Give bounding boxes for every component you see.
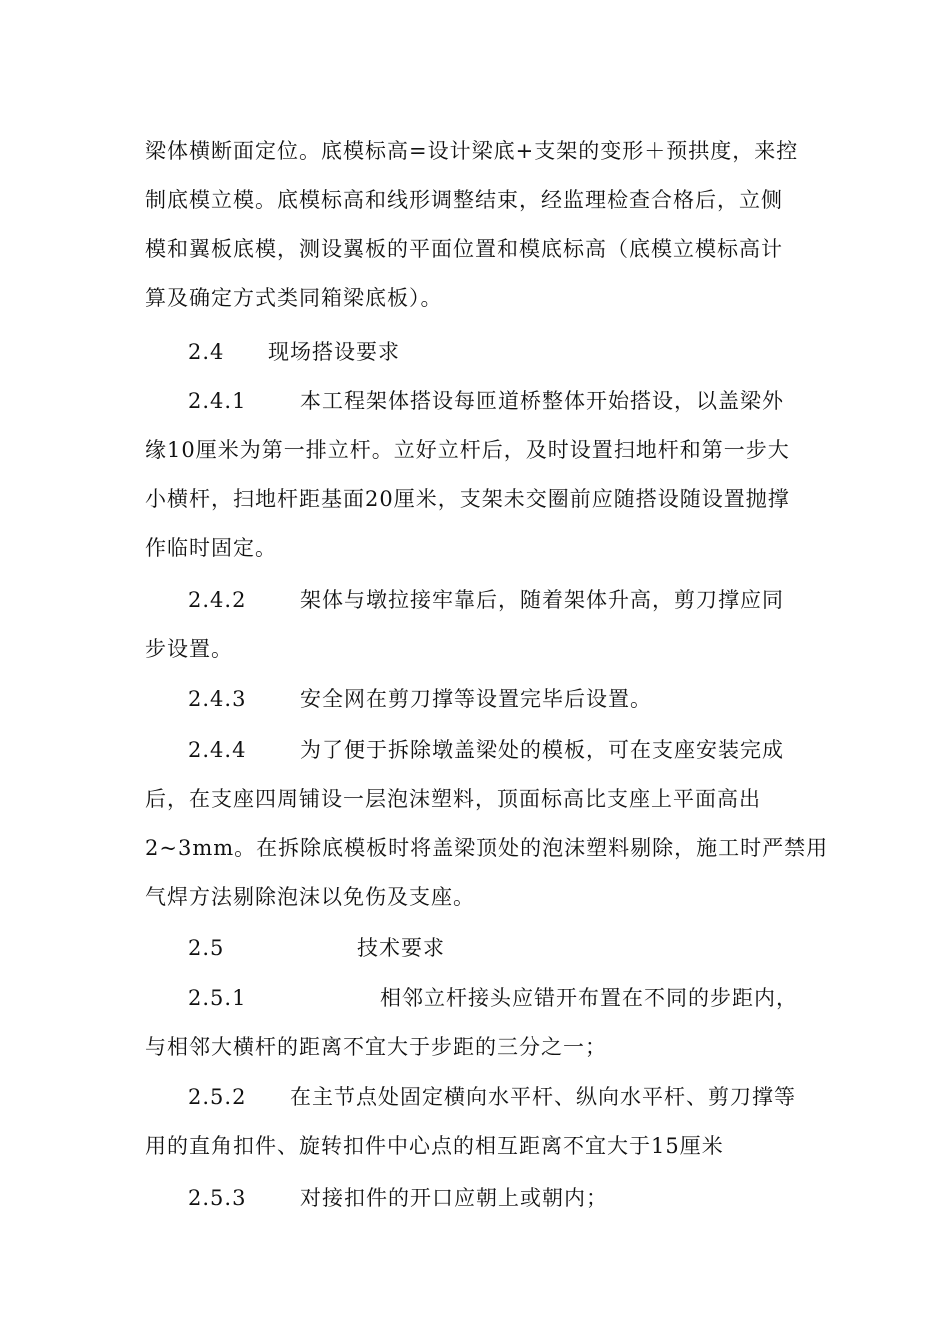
clause-number: 2.4.2 <box>188 588 247 612</box>
clause-number: 2.5.1 <box>188 986 247 1010</box>
clause-text: 对接扣件的开口应朝上或朝内； <box>300 1186 608 1210</box>
section-number: 2.4 <box>188 340 225 364</box>
paragraph-line: 制底模立模。底模标高和线形调整结束，经监理检查合格后，立侧 <box>145 188 783 212</box>
clause-number: 2.4.4 <box>188 738 247 762</box>
paragraph-line: 模和翼板底模，测设翼板的平面位置和模底标高（底模立模标高计 <box>145 237 783 261</box>
paragraph-line: 算及确定方式类同箱梁底板）。 <box>145 286 443 310</box>
paragraph-line: 小横杆，扫地杆距基面20厘米，支架未交圈前应随搭设随设置抛撑 <box>145 487 790 511</box>
paragraph-line: 2~3mm。在拆除底模板时将盖梁顶处的泡沫塑料剔除，施工时严禁用 <box>145 836 829 860</box>
section-title: 技术要求 <box>357 936 445 960</box>
section-number: 2.5 <box>188 936 225 960</box>
clause-number: 2.5.3 <box>188 1186 247 1210</box>
clause-text: 在主节点处固定横向水平杆、纵向水平杆、剪刀撑等 <box>290 1085 796 1109</box>
paragraph-line: 步设置。 <box>145 637 233 661</box>
paragraph-line: 作临时固定。 <box>145 536 277 560</box>
clause-number: 2.4.1 <box>188 389 247 413</box>
clause-number: 2.5.2 <box>188 1085 247 1109</box>
clause-number: 2.4.3 <box>188 687 247 711</box>
clause-text: 安全网在剪刀撑等设置完毕后设置。 <box>300 687 652 711</box>
clause-text: 架体与墩拉接牢靠后，随着架体升高，剪刀撑应同 <box>300 588 784 612</box>
paragraph-line: 气焊方法剔除泡沫以免伤及支座。 <box>145 885 475 909</box>
clause-text: 本工程架体搭设每匝道桥整体开始搭设，以盖梁外 <box>300 389 784 413</box>
paragraph-line: 缘10厘米为第一排立杆。立好立杆后，及时设置扫地杆和第一步大 <box>145 438 790 462</box>
paragraph-line: 后，在支座四周铺设一层泡沫塑料，顶面标高比支座上平面高出 <box>145 787 761 811</box>
paragraph-line: 与相邻大横杆的距离不宜大于步距的三分之一； <box>145 1035 607 1059</box>
clause-text: 为了便于拆除墩盖梁处的模板，可在支座安装完成 <box>300 738 784 762</box>
section-title: 现场搭设要求 <box>268 340 400 364</box>
paragraph-line: 用的直角扣件、旋转扣件中心点的相互距离不宜大于15厘米 <box>145 1134 724 1158</box>
paragraph-line: 梁体横断面定位。底模标高=设计梁底+支架的变形＋预拱度，来控 <box>145 139 799 163</box>
clause-text: 相邻立杆接头应错开布置在不同的步距内， <box>380 986 798 1010</box>
